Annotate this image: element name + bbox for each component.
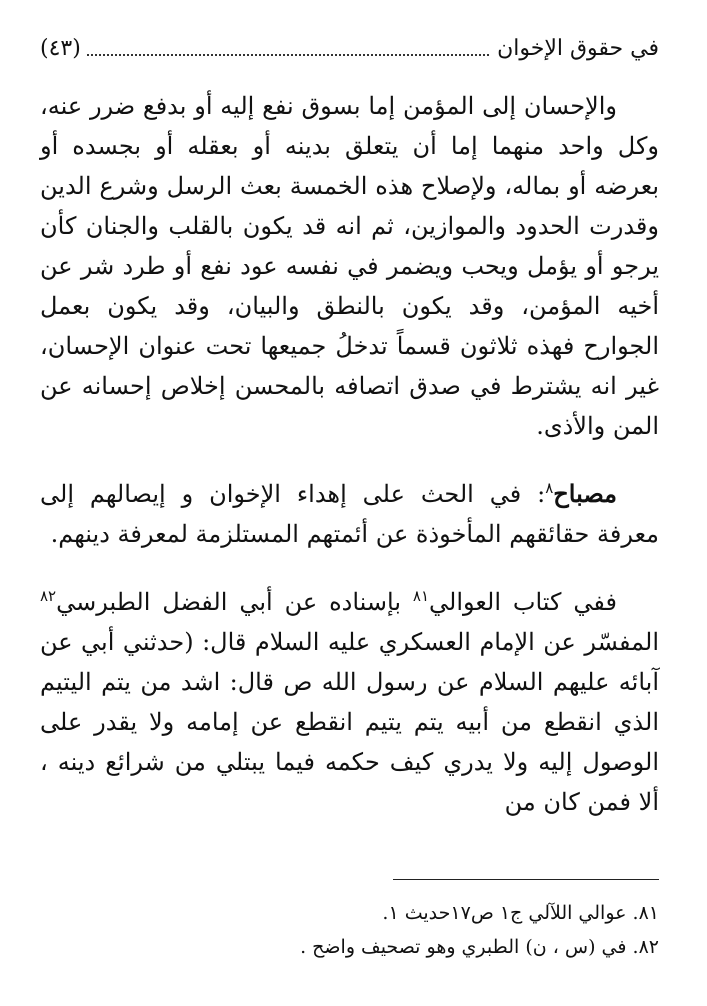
paragraph-ihsan: [40, 86, 659, 446]
body-text: [40, 86, 659, 822]
paragraph-awali-hadith: [40, 576, 659, 822]
footnote-ref-82: ٨٢: [40, 587, 57, 605]
footnote-81: [40, 896, 659, 930]
page-number: (٤٣): [40, 36, 81, 61]
misbah-label: مصباح: [553, 479, 617, 508]
footnote-ref-81: ٨١: [412, 587, 430, 605]
footnotes: [40, 896, 659, 964]
running-head-dotted-leader: [87, 53, 489, 56]
paragraph-text: : في الحث على إهداء الإخوان و إيصالهم إلى معرفة حقائقهم المأخوذة عن أئمتهم المستلزمة لمعرفة دينهم.: [40, 480, 659, 548]
misbah-number: ٨: [545, 479, 554, 497]
footnote-number: ٨٢.: [632, 936, 659, 958]
running-head-title: في حقوق الإخوان: [497, 36, 659, 61]
footnote-text: عوالي اللآلي ج١ ص١٧حديث ١.: [382, 902, 627, 924]
footnote-number: ٨١.: [632, 902, 659, 924]
paragraph-misbah-heading: [40, 468, 659, 554]
paragraph-text: المفسّر عن الإمام العسكري عليه السلام قال: (حدثني أبي عن آبائه عليهم السلام عن رسول الله ص قال: اشد من يتم اليتيم الذي انقطع من أبيه يتم يتيم انقطع عن إمامه ولا يقدر على الوصول إليه ولا يدري كيف حكمه فيما يبتلي من شرائع دينه ، ألا فمن كان من: [40, 628, 659, 816]
footnote-82: [40, 930, 659, 964]
paragraph-text: والإحسان إلى المؤمن إما بسوق نفع إليه أو بدفع ضرر عنه، وكل واحد منهما إما أن يتعلق بدينه أو بعقله أو بجسده أو بعرضه أو بماله، ولإصلاح هذه الخمسة بعث الرسل وشرع الدين وقدرت الحدود والموازين، ثم انه قد يكون بالقلب والجنان كأن يرجو أو يؤمل ويحب ويضمر في نفسه عود نفع أو طرد شر عن أخيه المؤمن، وقد يكون بالنطق والبيان، وقد يكون بعمل الجوارح فهذه ثلاثون قسماً تدخلُ جميعها تحت عنوان الإحسان، غير انه يشترط في صدق اتصافه بالمحسن إخلاص إحسانه عن المن والأذى.: [40, 92, 659, 440]
footnote-text: في (س ، ن) الطبري وهو تصحيف واضح .: [300, 936, 627, 958]
paragraph-text: ففي كتاب العوالي: [429, 588, 617, 616]
paragraph-text: بإسناده عن أبي الفضل الطبرسي: [56, 588, 413, 616]
running-head: [40, 30, 659, 64]
footnote-separator: [393, 879, 659, 880]
